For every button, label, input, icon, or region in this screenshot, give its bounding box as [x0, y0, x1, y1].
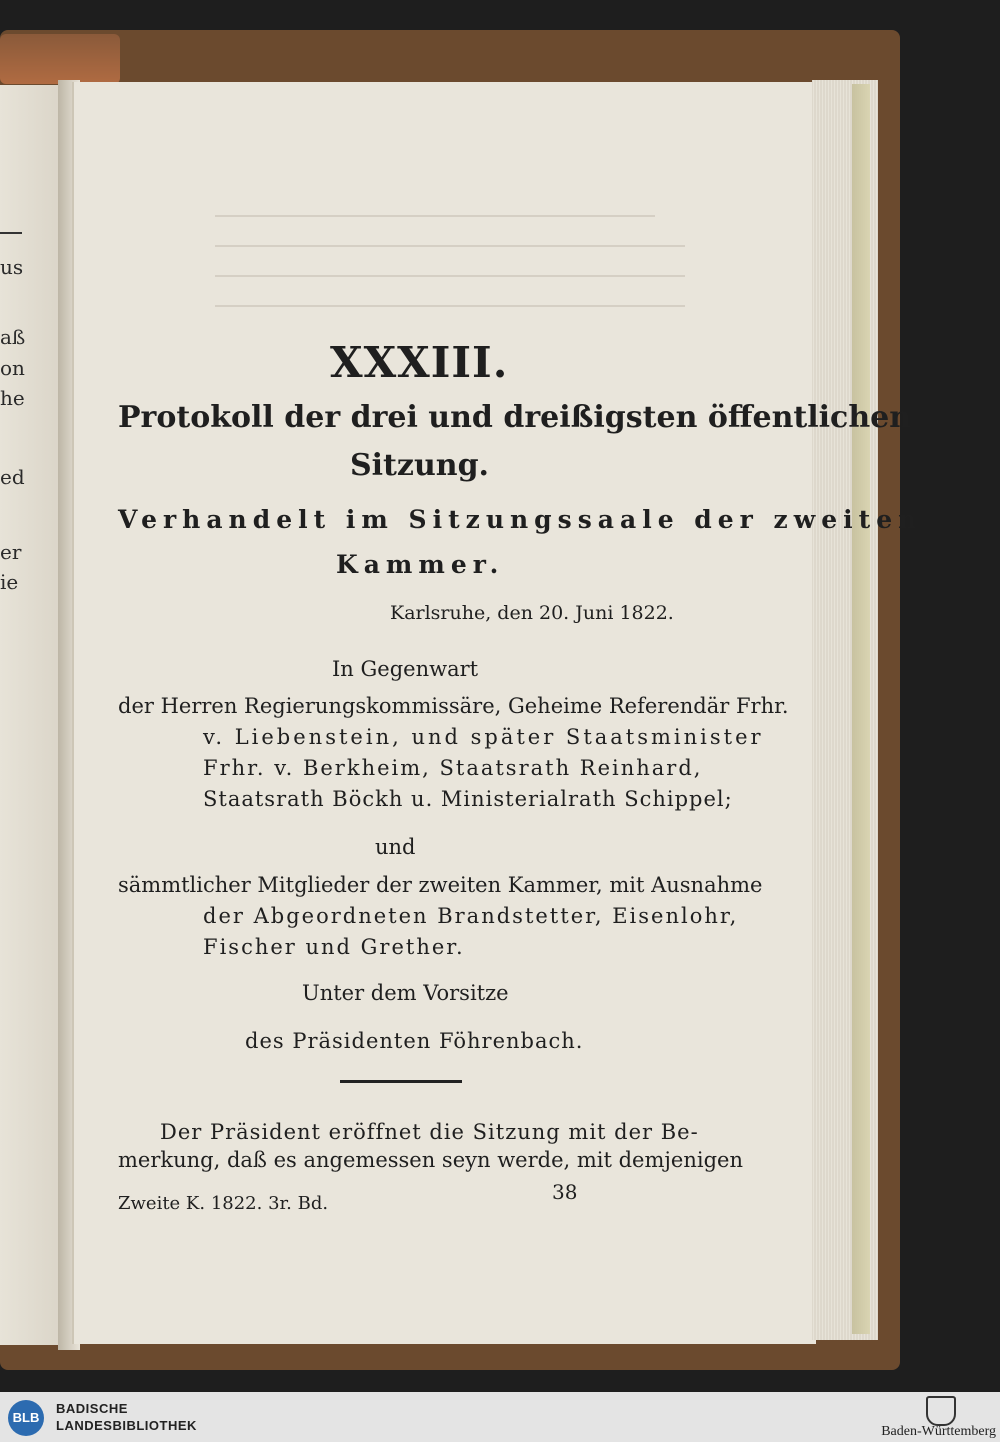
footer-signature: Zweite K. 1822. 3r. Bd.	[118, 1193, 329, 1214]
left-fragment: on	[0, 356, 25, 380]
page-edges-band	[852, 84, 870, 1334]
left-fragment: he	[0, 386, 25, 410]
members-line-2: der Abgeordneten Brandstetter, Eisenlohr,	[203, 904, 739, 928]
left-fragment: aß	[0, 325, 26, 349]
protocol-number: XXXIII.	[330, 338, 509, 387]
library-name-line-2: LANDESBIBLIOTHEK	[56, 1418, 197, 1433]
presence-line-1: der Herren Regierungskommissäre, Geheime Referendär Frhr.	[118, 694, 789, 718]
show-through-line	[215, 275, 685, 277]
left-fragment: us	[0, 255, 24, 279]
footer-sheet-number: 38	[552, 1180, 578, 1204]
viewer-footer	[0, 1392, 1000, 1442]
members-line-1: sämmtlicher Mitglieder der zweiten Kammer, mit Ausnahme	[118, 873, 763, 897]
subtitle-line-1: Verhandelt im Sitzungssaale der zweiten	[118, 505, 923, 534]
body-line-2: merkung, daß es angemessen seyn werde, mit demjenigen	[118, 1148, 743, 1172]
subtitle-line-2: Kammer.	[336, 550, 505, 579]
blb-logo-icon: BLB	[8, 1400, 44, 1436]
presence-line-2: v. Liebenstein, und später Staatsminister	[203, 725, 764, 749]
show-through-line	[215, 245, 685, 247]
title-line-2: Sitzung.	[350, 448, 489, 483]
left-fragment: ed	[0, 465, 25, 489]
book-spine	[0, 34, 120, 84]
place-date: Karlsruhe, den 20. Juni 1822.	[390, 602, 674, 624]
left-page-rule	[0, 232, 22, 234]
show-through-line	[215, 215, 655, 217]
chair-heading: Unter dem Vorsitze	[302, 981, 509, 1005]
body-line-1: Der Präsident eröffnet die Sitzung mit der Be-	[160, 1120, 699, 1144]
left-fragment: er	[0, 540, 22, 564]
section-separator	[340, 1080, 462, 1083]
show-through-line	[215, 305, 685, 307]
presence-line-3: Frhr. v. Berkheim, Staatsrath Reinhard,	[203, 756, 703, 780]
members-line-3: Fischer und Grether.	[203, 935, 465, 959]
und-line: und	[375, 835, 416, 859]
library-name-line-1: BADISCHE	[56, 1401, 128, 1416]
title-line-1: Protokoll der drei und dreißigsten öffentlichen	[118, 400, 912, 435]
chair-line: des Präsidenten Föhrenbach.	[245, 1029, 584, 1053]
state-label: Baden-Württemberg	[881, 1424, 996, 1439]
presence-heading: In Gegenwart	[332, 657, 479, 681]
presence-line-4: Staatsrath Böckh u. Ministerialrath Schippel;	[203, 787, 733, 811]
state-crest-icon	[926, 1396, 956, 1426]
left-fragment: ie	[0, 570, 19, 594]
